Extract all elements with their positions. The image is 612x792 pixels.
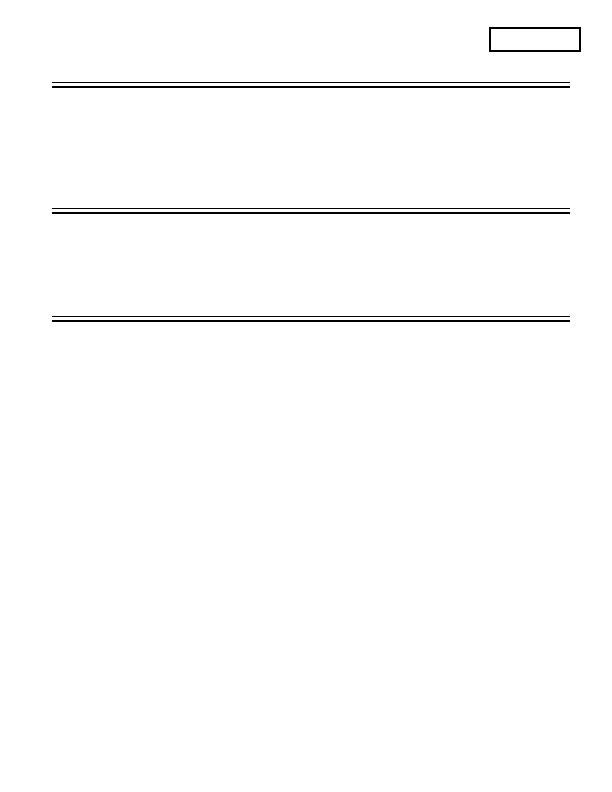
figures-row — [48, 466, 612, 684]
section-header-bar — [52, 316, 570, 322]
figure-2-forward-characteristics — [318, 466, 612, 684]
section-maximum-ratings — [52, 82, 570, 91]
section-electrical-characteristics — [52, 316, 570, 325]
power-derating-chart — [48, 466, 310, 678]
part-number-box — [489, 27, 581, 52]
forward-characteristics-chart — [318, 466, 612, 678]
section-thermal-characteristics — [52, 208, 570, 217]
figure-1-power-derating — [48, 466, 310, 684]
footer-center — [0, 753, 612, 754]
section-header-bar — [52, 82, 570, 88]
diodes-logo — [54, 20, 174, 21]
section-header-bar — [52, 208, 570, 214]
